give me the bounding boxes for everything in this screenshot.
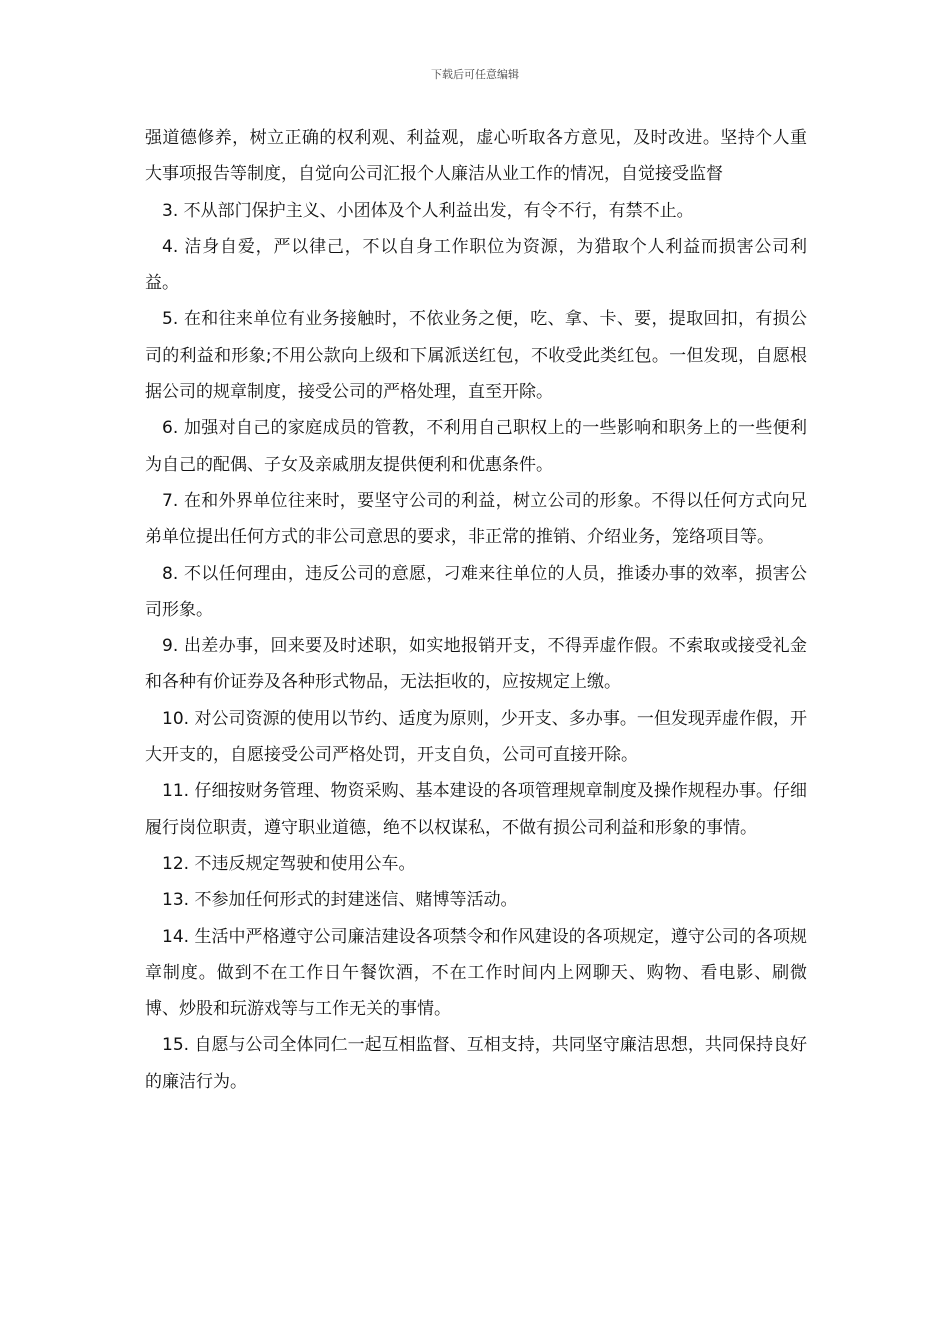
paragraph-item-5: 5. 在和往来单位有业务接触时，不依业务之便，吃、拿、卡、要，提取回扣，有损公司的利益和形象;不用公款向上级和下属派送红包，不收受此类红包。一但发现，自愿根据公司的规章制度，接受公司的严格处理，直至开除。 [145,309,807,403]
paragraph-item-10: 10. 对公司资源的使用以节约、适度为原则，少开支、多办事。一但发现弄虚作假，开大开支的，自愿接受公司严格处罚，开支自负，公司可直接开除。 [145,708,807,766]
paragraph-item-15: 15. 自愿与公司全体同仁一起互相监督、互相支持，共同坚守廉洁思想，共同保持良好的廉洁行为。 [145,1035,807,1092]
paragraph-item-4: 4. 洁身自爱，严以律己，不以自身工作职位为资源，为猎取个人利益而损害公司利益。 [145,236,807,294]
paragraph-item-3: 3. 不从部门保护主义、小团体及个人利益出发，有令不行，有禁不止。 [162,200,694,221]
paragraph-item-7: 7. 在和外界单位往来时，要坚守公司的利益，树立公司的形象。不得以任何方式向兄弟单位提出任何方式的非公司意思的要求，非正常的推销、介绍业务，笼络项目等。 [145,490,807,548]
document-body [145,120,807,1100]
paragraph-item-14: 14. 生活中严格遵守公司廉洁建设各项禁令和作风建设的各项规定，遵守公司的各项规章制度。做到不在工作日午餐饮酒，不在工作时间内上网聊天、购物、看电影、刷微博、炒股和玩游戏等与工作无关的事情。 [145,926,807,1020]
header-note: 下载后可任意编辑 [431,68,519,81]
paragraph-item-12: 12. 不违反规定驾驶和使用公车。 [162,853,416,874]
paragraph-item-13: 13. 不参加任何形式的封建迷信、赌博等活动。 [162,890,518,911]
paragraph-item-8: 8. 不以任何理由，违反公司的意愿，刁难来往单位的人员，推诿办事的效率，损害公司形象。 [145,563,807,620]
paragraph-continued: 强道德修养，树立正确的权利观、利益观，虚心听取各方意见，及时改进。坚持个人重大事项报告等制度，自觉向公司汇报个人廉洁从业工作的情况，自觉接受监督 [145,128,807,185]
paragraph-item-6: 6. 加强对自己的家庭成员的管教，不利用自己职权上的一些影响和职务上的一些便利为自己的配偶、子女及亲戚朋友提供便利和优惠条件。 [145,418,807,475]
paragraph-item-9: 9. 出差办事，回来要及时述职，如实地报销开支，不得弄虚作假。不索取或接受礼金和各种有价证券及各种形式物品，无法拒收的，应按规定上缴。 [145,636,807,693]
paragraph-item-11: 11. 仔细按财务管理、物资采购、基本建设的各项管理规章制度及操作规程办事。仔细履行岗位职责，遵守职业道德，绝不以权谋私，不做有损公司利益和形象的事情。 [145,781,807,838]
